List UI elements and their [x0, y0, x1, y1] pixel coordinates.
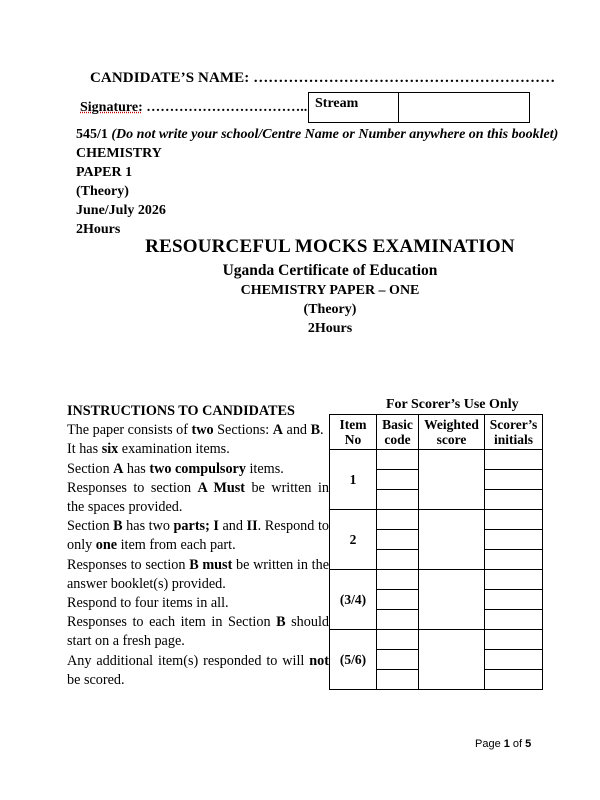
instruction-text: six — [101, 441, 119, 458]
instruction-item — [67, 556, 329, 594]
instruction-item — [67, 594, 329, 613]
instruction-text: be written in the answer booklet(s) provided. — [67, 556, 329, 592]
scorer-table-title: For Scorer’s Use Only — [386, 397, 519, 412]
basic-code-cell[interactable] — [377, 610, 419, 630]
certificate-title: Uganda Certificate of Education — [222, 262, 438, 279]
signature-label: Signature: — [80, 100, 143, 115]
basic-code-cell[interactable] — [377, 670, 419, 690]
header-weighted-score: Weighted score — [419, 415, 485, 450]
page-current: 1 — [503, 738, 510, 750]
scorer-initials-cell[interactable] — [485, 610, 543, 630]
scorer-initials-cell[interactable] — [485, 590, 543, 610]
stream-input[interactable] — [400, 93, 529, 122]
scorer-initials-cell[interactable] — [485, 470, 543, 490]
instruction-text: Any additional item(s) responded to will — [67, 652, 310, 669]
basic-code-cell[interactable] — [377, 590, 419, 610]
paper-code: 545/1 — [76, 127, 108, 142]
instruction-text: item from each part. — [117, 537, 236, 554]
signature-field[interactable] — [80, 100, 307, 116]
candidate-name-field[interactable]: CANDIDATE’S NAME: …………………………………………………… — [90, 70, 556, 86]
instruction-text: A — [113, 460, 124, 477]
instruction-item — [67, 517, 329, 555]
instruction-text: items. — [245, 460, 284, 477]
instruction-text: A Must — [197, 479, 245, 496]
basic-code-cell[interactable] — [377, 510, 419, 530]
instructions-heading: INSTRUCTIONS TO CANDIDATES — [67, 403, 295, 419]
duration: 2Hours — [76, 222, 121, 237]
instruction-text: one — [95, 537, 118, 554]
scorer-table-header — [330, 415, 543, 450]
scorer-initials-cell[interactable] — [485, 530, 543, 550]
scorer-initials-cell[interactable] — [485, 450, 543, 470]
instruction-item — [67, 460, 329, 479]
basic-code-cell[interactable] — [377, 470, 419, 490]
instruction-text: B — [113, 518, 123, 535]
instruction-text: B must — [189, 556, 233, 573]
item-number-cell: (3/4) — [330, 570, 377, 630]
instruction-text: B — [276, 614, 286, 631]
instruction-text: be scored. — [67, 671, 125, 688]
instruction-item — [67, 479, 329, 517]
basic-code-cell[interactable] — [377, 490, 419, 510]
scorer-initials-cell[interactable] — [485, 570, 543, 590]
instruction-text: II — [246, 518, 258, 535]
instruction-text: two — [191, 422, 214, 439]
header-scorer-initials: Scorer’s initials — [485, 415, 543, 450]
instruction-text: and — [218, 518, 247, 535]
instruction-item — [67, 440, 329, 459]
instruction-text: Responses to section — [67, 479, 198, 496]
page-of: of — [509, 738, 526, 750]
booklet-notice: (Do not write your school/Centre Name or Number anywhere on this booklet) — [111, 127, 559, 142]
instruction-text: A — [272, 422, 283, 439]
item-number-cell: (5/6) — [330, 630, 377, 690]
header-basic-code: Basic code — [377, 415, 419, 450]
instruction-text: It has — [67, 441, 102, 458]
paper-name: CHEMISTRY PAPER – ONE — [240, 283, 420, 298]
instruction-text: has — [123, 460, 150, 477]
page-number — [475, 738, 531, 750]
item-number-cell: 2 — [330, 510, 377, 570]
stream-box — [308, 92, 530, 123]
weighted-score-cell[interactable] — [419, 450, 485, 510]
scorer-row — [330, 630, 543, 650]
basic-code-cell[interactable] — [377, 530, 419, 550]
scorer-row — [330, 510, 543, 530]
scorer-initials-cell[interactable] — [485, 550, 543, 570]
instruction-item — [67, 652, 329, 690]
weighted-score-cell[interactable] — [419, 510, 485, 570]
instruction-text: examination items. — [118, 441, 230, 458]
scorer-initials-cell[interactable] — [485, 630, 543, 650]
instruction-text: Section — [67, 460, 114, 477]
signature-dots: …………………………….. — [142, 100, 308, 115]
subject: CHEMISTRY — [76, 146, 162, 161]
instructions-list — [67, 421, 329, 690]
instruction-text: and — [282, 422, 311, 439]
page-total: 5 — [525, 738, 532, 750]
basic-code-cell[interactable] — [377, 650, 419, 670]
exam-title: RESOURCEFUL MOCKS EXAMINATION — [145, 236, 515, 257]
instruction-text: Responses to each item in Section — [67, 614, 277, 631]
paper-type: (Theory) — [76, 184, 129, 199]
basic-code-cell[interactable] — [377, 630, 419, 650]
basic-code-cell[interactable] — [377, 450, 419, 470]
scorer-initials-cell[interactable] — [485, 490, 543, 510]
weighted-score-cell[interactable] — [419, 570, 485, 630]
instruction-text: B — [310, 422, 321, 439]
instruction-text: Sections: — [213, 422, 273, 439]
instruction-text: Responses to section — [67, 556, 190, 573]
instruction-text: parts; I — [173, 518, 219, 535]
weighted-score-cell[interactable] — [419, 630, 485, 690]
instruction-text: Section — [67, 518, 114, 535]
instruction-text: . — [320, 422, 324, 439]
stream-label: Stream — [309, 93, 399, 122]
instruction-item — [67, 421, 329, 440]
paper-number: PAPER 1 — [76, 165, 133, 180]
instruction-text: has two — [122, 518, 174, 535]
scorer-initials-cell[interactable] — [485, 510, 543, 530]
instruction-item — [67, 613, 329, 651]
scorer-initials-cell[interactable] — [485, 670, 543, 690]
instruction-text: . Respond to only — [67, 518, 329, 554]
instruction-text: be written in the spaces provided. — [67, 479, 330, 516]
exam-date: June/July 2026 — [76, 203, 166, 218]
duration-centered: 2Hours — [307, 321, 353, 336]
item-number-cell: 1 — [330, 450, 377, 510]
instruction-text: should start on a fresh page. — [67, 614, 329, 650]
instruction-text: Respond to four items in all. — [67, 595, 229, 612]
scorer-row — [330, 570, 543, 590]
scorer-table — [329, 414, 543, 690]
page-prefix: Page — [475, 738, 504, 750]
instruction-text: The paper consists of — [67, 422, 192, 439]
instructions-panel — [67, 402, 329, 690]
scorer-row — [330, 450, 543, 470]
paper-code-line — [76, 127, 558, 143]
scorer-initials-cell[interactable] — [485, 650, 543, 670]
basic-code-cell[interactable] — [377, 570, 419, 590]
header-item-no: Item No — [330, 415, 377, 450]
instruction-text: not — [309, 652, 329, 669]
paper-type-centered: (Theory) — [303, 302, 357, 317]
instruction-text: two compulsory — [149, 460, 246, 477]
basic-code-cell[interactable] — [377, 550, 419, 570]
